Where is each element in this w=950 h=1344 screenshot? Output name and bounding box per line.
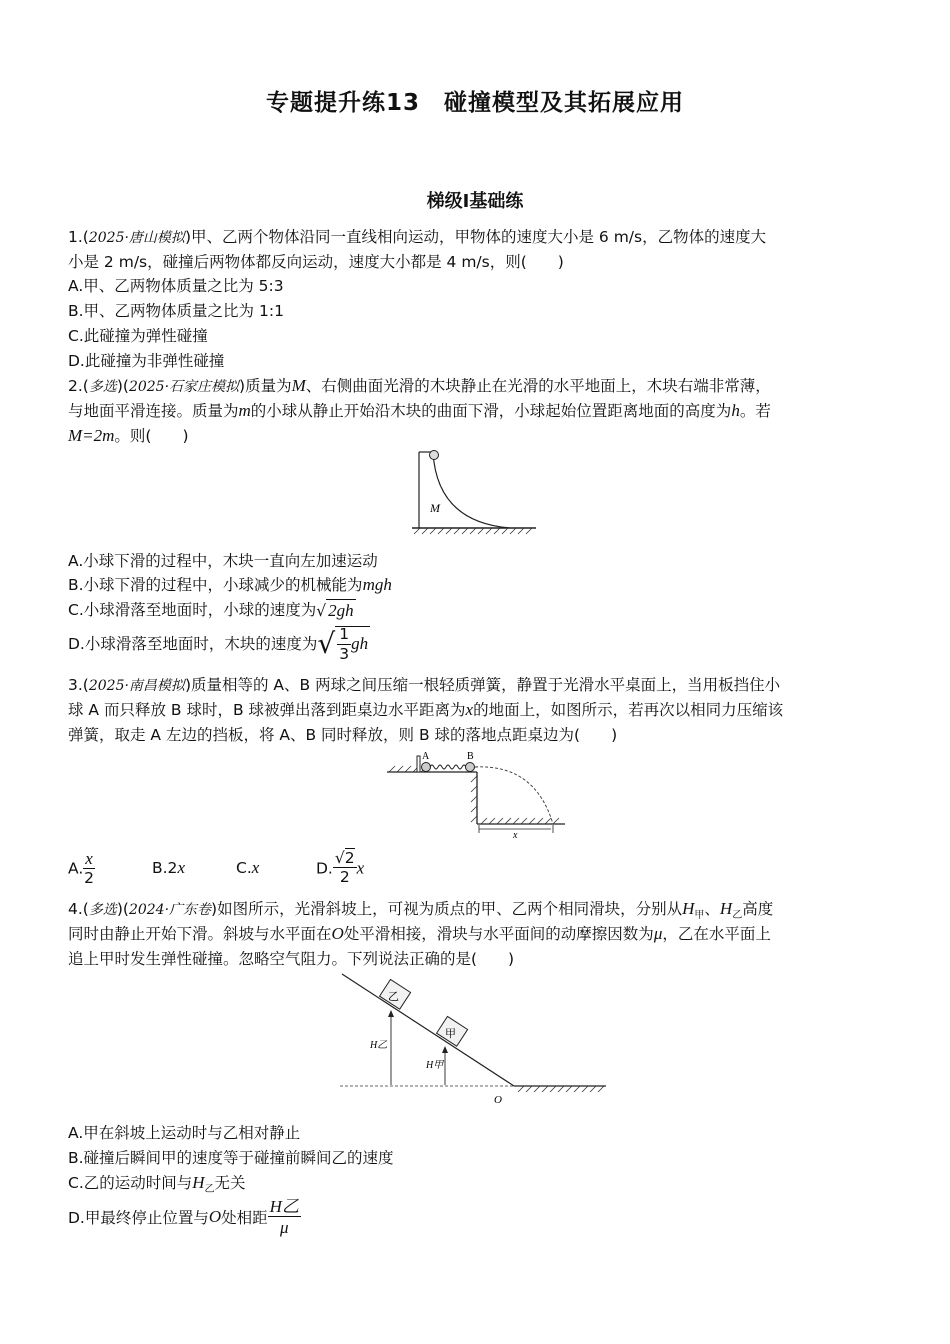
stop-plate: [417, 756, 420, 772]
q1-text-1: )甲、乙两个物体沿同一直线相向运动，甲物体的速度大小是 6 m/s，乙物体的速度大: [184, 228, 767, 246]
radical-sign: √: [317, 627, 336, 660]
label-O: O: [494, 1094, 502, 1106]
q4-sep: 、: [704, 900, 720, 918]
label-yi: 乙: [388, 991, 399, 1003]
distance-label-x: x: [513, 830, 518, 840]
q3-line-3: 弹簧，取走 A 左边的挡板，将 A、B 同时释放，则 B 球的落地点距桌边为( ): [68, 726, 618, 744]
label-b: B: [467, 751, 474, 762]
q2-line-3: [68, 425, 189, 447]
ground-hatching: [518, 1086, 604, 1092]
q2-option-c-text: C.小球滑落至地面时，小球的速度为: [68, 601, 317, 619]
q2-option-c: [68, 599, 356, 622]
q3-option-d: D. $\frac{√2}{2}$ x: [316, 848, 365, 887]
frac-numerator: 1: [339, 625, 350, 643]
q4-line-3: 追上甲时发生弹性碰撞。忽略空气阻力。下列说法正确的是( ): [68, 950, 515, 968]
q2-line-2: [68, 400, 771, 422]
q4-figure: [338, 972, 610, 1108]
q4-option-c: [68, 1172, 246, 1201]
q4-text-1b: 高度: [742, 900, 774, 918]
q2-condition: M=2m: [68, 426, 115, 445]
q3-option-c: C.x: [236, 858, 260, 878]
trajectory: [475, 767, 553, 824]
q4-option-c-sub: 乙: [204, 1184, 215, 1196]
q4-option-c-H: H: [192, 1173, 205, 1192]
q2-paren: )(: [116, 377, 129, 395]
ball-a: [422, 763, 431, 772]
q2-var-m: m: [238, 401, 251, 420]
q1-number: 1.(: [68, 228, 89, 246]
label-a: A: [422, 751, 430, 762]
small-ball: [430, 451, 439, 460]
radical-sign: √: [316, 602, 327, 620]
q4-var-H-jia: H: [682, 899, 695, 918]
q2-text-1b: 、右侧曲面光滑的木块静止在光滑的水平地面上，木块右端非常薄，: [305, 377, 771, 395]
q2-text-2a: 与地面平滑连接。质量为: [68, 402, 239, 420]
q4-number: 4.(: [68, 900, 89, 918]
q2-option-b-value: mgh: [362, 575, 392, 594]
sqrt-2gh: [316, 599, 355, 622]
q4-option-b: B.碰撞后瞬间甲的速度等于碰撞前瞬间乙的速度: [68, 1149, 394, 1167]
q2-text-3b: 。则( ): [114, 427, 189, 445]
q4-var-mu: μ: [653, 924, 663, 943]
fraction-sqrt2-over-2: $\frac{√2}{2}$: [334, 848, 355, 887]
q1-line-2: 小是 2 m/s，碰撞后两物体都反向运动，速度大小都是 4 m/s，则( ): [68, 253, 564, 271]
q2-var-M: M: [291, 376, 306, 395]
q4-option-c-text: C.乙的运动时间与: [68, 1174, 193, 1192]
label-H-jia: H甲: [426, 1060, 444, 1071]
q2-option-b-text: B.小球下滑的过程中，小球减少的机械能为: [68, 576, 363, 594]
q1-line-1: [68, 226, 766, 249]
q4-text-2c: ，乙在水平面上: [662, 925, 771, 943]
q2-option-b: [68, 574, 392, 596]
q4-var-H-yi: H: [719, 899, 733, 918]
q4-line-2: [68, 923, 771, 945]
q4-sub-jia: 甲: [694, 910, 705, 922]
label-jia: 甲: [445, 1028, 456, 1040]
q4-paren: )(: [116, 900, 129, 918]
q1-option-c: C.此碰撞为弹性碰撞: [68, 327, 208, 345]
q3-text-1: )质量相等的 A、B 两球之间压缩一根轻质弹簧，静置于光滑水平桌面上，当用板挡住小: [184, 676, 781, 694]
q4-source: 2024·广东卷: [128, 902, 212, 918]
q3-text-2b: 的地面上，如图所示，若再次以相同力压缩该: [473, 701, 784, 719]
ground-hatching: [414, 528, 532, 534]
q4-option-c-tail: 无关: [214, 1174, 246, 1192]
curved-surface: [433, 452, 510, 528]
q1-option-a: A.甲、乙两物体质量之比为 5:3: [68, 277, 284, 295]
frac-denominator: 3: [339, 644, 350, 663]
page-title: 专题提升练13 碰撞模型及其拓展应用: [265, 90, 684, 116]
q2-option-d-value: gh: [351, 634, 369, 653]
sqrt-third-gh: [317, 626, 370, 662]
q3-option-a: A. $\frac{x}{2}$: [68, 849, 94, 887]
q4-text-2b: 处平滑相接，滑块与水平面间的动摩擦因数为: [343, 925, 654, 943]
q4-sub-yi: 乙: [732, 910, 743, 922]
q3-option-b: B.2x: [152, 858, 185, 878]
q3-source: 2025·南昌模拟: [88, 678, 185, 694]
q1-option-d: D.此碰撞为非弹性碰撞: [68, 352, 225, 370]
edge-hatching: [471, 776, 477, 822]
q3-var-x: x: [465, 700, 474, 719]
q2-text-2b: 的小球从静止开始沿木块的曲面下滑，小球起始位置距离地面的高度为: [250, 402, 732, 420]
q2-option-c-value: 2gh: [328, 601, 354, 620]
spring: [430, 765, 470, 769]
fraction-x-over-2: $\frac{x}{2}$: [84, 849, 94, 887]
q3-text-2a: 球 A 而只释放 B 球时，B 球被弹出落到距桌边水平距离为: [68, 701, 466, 719]
q4-tag: 多选: [88, 902, 117, 918]
q3-line-1: [68, 674, 780, 697]
q3-figure: [385, 748, 570, 840]
q4-option-d-text: D.甲最终停止位置与: [68, 1209, 209, 1227]
section-heading: 梯级Ⅰ基础练: [426, 191, 524, 212]
q2-source: 2025·石家庄模拟: [128, 379, 240, 395]
q4-text-1a: )如图所示，光滑斜坡上，可视为质点的甲、乙两个相同滑块，分别从: [211, 900, 683, 918]
q2-option-d-text: D.小球滑落至地面时，木块的速度为: [68, 635, 318, 653]
q4-var-O: O: [331, 924, 344, 943]
q2-var-h: h: [731, 401, 740, 420]
floor-hatching: [481, 818, 559, 824]
q4-option-d: [68, 1198, 301, 1236]
q2-line-1: [68, 375, 771, 398]
q4-option-d-mid: 处相距: [221, 1209, 268, 1227]
ball-b: [466, 763, 475, 772]
block-label-M: M: [430, 501, 440, 515]
q3-line-2: [68, 699, 783, 721]
fraction-H-over-mu: $\frac{\text{H乙}}{\mu}$: [269, 1197, 299, 1237]
q2-option-d: [68, 626, 370, 662]
label-H-yi: H乙: [370, 1040, 388, 1051]
q1-source: 2025·唐山模拟: [88, 230, 185, 246]
q4-option-a: A.甲在斜坡上运动时与乙相对静止: [68, 1124, 301, 1142]
radical-sign: √: [334, 848, 345, 867]
q2-text-1a: )质量为: [239, 377, 292, 395]
q4-text-2a: 同时由静止开始下滑。斜坡与水平面在: [68, 925, 332, 943]
q2-text-2c: 。若: [739, 402, 771, 420]
q4-option-d-O: O: [208, 1207, 222, 1226]
fraction-one-third: [337, 627, 351, 662]
q3-number: 3.(: [68, 676, 89, 694]
q2-option-a: A.小球下滑的过程中，木块一直向左加速运动: [68, 552, 378, 570]
q1-option-b: B.甲、乙两物体质量之比为 1:1: [68, 302, 284, 320]
q2-tag: 多选: [88, 379, 117, 395]
q2-figure: [410, 448, 540, 538]
q2-number: 2.(: [68, 377, 89, 395]
q3-options: [68, 850, 364, 887]
